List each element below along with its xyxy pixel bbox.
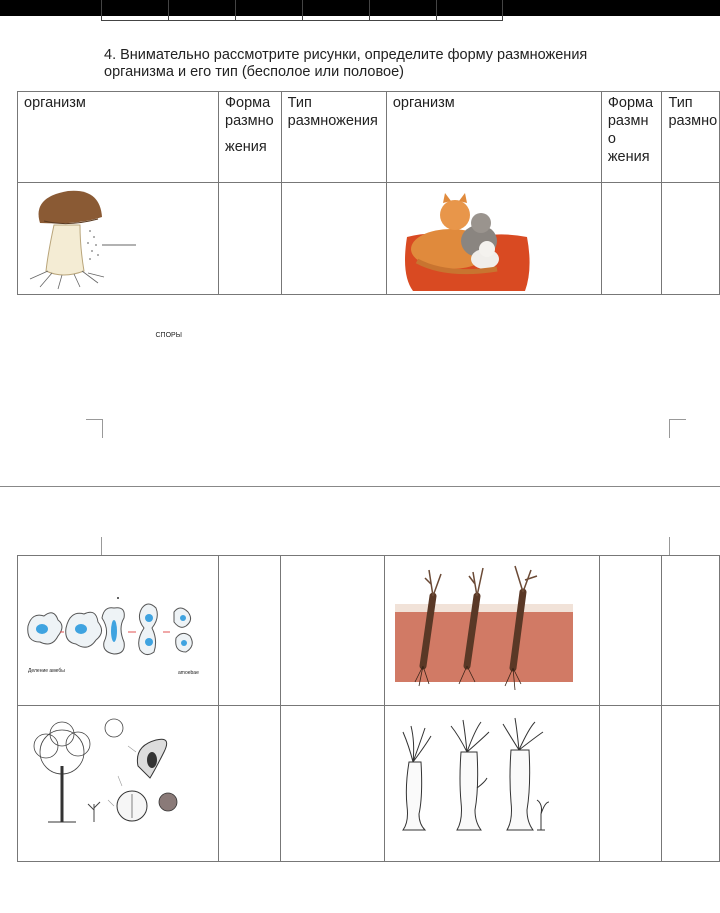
cell-hydra [385,706,600,862]
page-corner-mark [669,419,686,438]
question-text [104,47,664,81]
question-line-2: организма и его тип (бесполое или половое) [104,64,404,80]
answer-cell[interactable] [219,706,281,862]
amoeba-division-illustration [18,556,218,704]
hydra-budding-illustration [385,706,599,860]
apple-tree-lifecycle-illustration [18,706,218,860]
answer-cell[interactable] [601,183,662,295]
header-form-1-c: жения [225,139,267,155]
page-corner-mark [669,537,671,555]
table-row [18,706,720,862]
plant-cuttings-illustration [385,556,599,704]
answer-cell[interactable] [661,556,719,706]
answer-cell[interactable] [661,706,719,862]
header-form-2-c: о [607,131,616,147]
header-form-2-a: Форма [607,95,654,111]
header-type-1 [281,92,386,183]
answer-cell[interactable] [600,706,662,862]
answer-cell[interactable] [280,556,384,706]
page-break-line [0,486,720,487]
header-form-2 [601,92,662,183]
header-organism-2: организм [386,92,601,183]
header-organism-1: организм [18,92,219,183]
cell-cuttings [385,556,600,706]
cell-apple-tree [18,706,219,862]
header-form-2-b: размн [607,113,649,129]
answer-cell[interactable] [662,183,720,295]
answer-cell[interactable] [219,183,282,295]
table-row [18,556,720,706]
header-type-2-b: размно [668,113,718,129]
header-form-2-d: жения [607,149,650,165]
table-row [18,183,720,295]
cell-amoeba [18,556,219,706]
cats-on-pillow-photo [387,183,601,293]
answer-cell[interactable] [219,556,281,706]
page-corner-mark [86,419,103,438]
header-type-1-b: размножения [287,113,378,129]
cell-mushroom: СПОРЫ [18,183,219,295]
answer-cell[interactable] [281,183,386,295]
amoeba-caption: Деление амебы [28,668,65,674]
reproduction-table-top [17,91,720,339]
answer-cell[interactable] [280,706,384,862]
header-type-2 [662,92,720,183]
question-line-1: 4. Внимательно рассмотрите рисунки, определите форму размножения [104,47,588,63]
previous-table-fragment [101,0,503,21]
page-corner-mark [101,537,103,555]
header-type-2-a: Тип [668,95,693,111]
reproduction-table-bottom [17,555,720,862]
header-row [18,92,720,183]
header-form-1-b: размно [225,113,274,129]
header-type-1-a: Тип [287,95,312,111]
mushroom-spores-illustration [18,183,218,293]
header-form-1 [219,92,282,183]
amoeba-right-label: amoebae [178,670,199,676]
answer-cell[interactable] [600,556,662,706]
cell-cats [386,183,601,295]
header-form-1-a: Форма [225,95,271,111]
